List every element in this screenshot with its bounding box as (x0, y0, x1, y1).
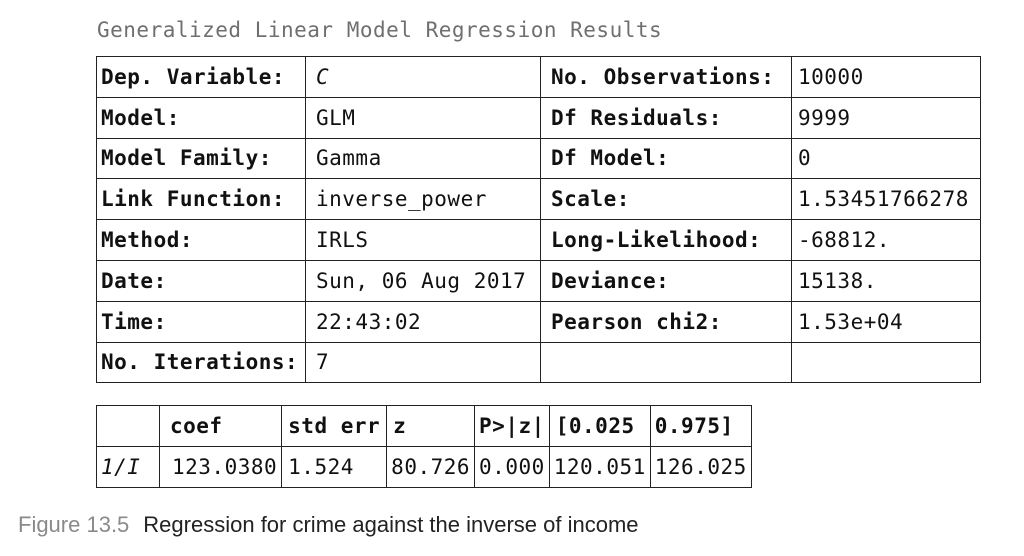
table-row (97, 138, 981, 179)
scale-value: 1.53451766278 (792, 179, 981, 220)
model-label: Model: (97, 97, 306, 138)
dep-variable-value: C (306, 57, 541, 98)
link-function-value: inverse_power (306, 179, 541, 220)
link-function-label: Link Function: (97, 179, 306, 220)
date-label: Date: (97, 260, 306, 301)
column-header-blank (97, 406, 160, 447)
df-model-value: 0 (792, 138, 981, 179)
table-row (97, 97, 981, 138)
method-value: IRLS (306, 220, 541, 261)
table-header-row (97, 406, 752, 447)
coef-value-cell: 123.0380 (160, 447, 282, 488)
time-label: Time: (97, 301, 306, 342)
table-row (97, 447, 752, 488)
ci-high-cell: 126.025 (650, 447, 751, 488)
ci-low-cell: 120.051 (549, 447, 650, 488)
column-header-coef: coef (160, 406, 282, 447)
table-row (97, 301, 981, 342)
model-summary-table (96, 56, 981, 383)
coef-name-cell: 1/I (97, 447, 160, 488)
df-residuals-label: Df Residuals: (541, 97, 792, 138)
time-value: 22:43:02 (306, 301, 541, 342)
no-observations-label: No. Observations: (541, 57, 792, 98)
results-title: Generalized Linear Model Regression Results (97, 18, 663, 42)
table-row (97, 179, 981, 220)
figure-caption (18, 512, 639, 538)
figure-label: Figure 13.5 (18, 512, 130, 537)
table-row (97, 57, 981, 98)
df-model-label: Df Model: (541, 138, 792, 179)
scale-label: Scale: (541, 179, 792, 220)
pearson-chi2-value: 1.53e+04 (792, 301, 981, 342)
date-value: Sun, 06 Aug 2017 (306, 260, 541, 301)
model-value: GLM (306, 97, 541, 138)
no-observations-value: 10000 (792, 57, 981, 98)
model-family-value: Gamma (306, 138, 541, 179)
figure-caption-text: Regression for crime against the inverse of income (143, 512, 639, 537)
deviance-label: Deviance: (541, 260, 792, 301)
no-iterations-value: 7 (306, 342, 541, 383)
table-row (97, 342, 981, 383)
df-residuals-value: 9999 (792, 97, 981, 138)
model-family-label: Model Family: (97, 138, 306, 179)
log-likelihood-label: Long-Likelihood: (541, 220, 792, 261)
column-header-ci-low: [0.025 (549, 406, 650, 447)
log-likelihood-value: -68812. (792, 220, 981, 261)
method-label: Method: (97, 220, 306, 261)
column-header-ci-high: 0.975] (650, 406, 751, 447)
coefficients-table (96, 405, 752, 488)
deviance-value: 15138. (792, 260, 981, 301)
empty-cell (792, 342, 981, 383)
p-value-cell: 0.000 (475, 447, 550, 488)
column-header-z: z (387, 406, 475, 447)
z-cell: 80.726 (387, 447, 475, 488)
empty-cell (541, 342, 792, 383)
dep-variable-label: Dep. Variable: (97, 57, 306, 98)
std-err-cell: 1.524 (282, 447, 387, 488)
column-header-p-value: P>|z| (475, 406, 550, 447)
column-header-std-err: std err (282, 406, 387, 447)
table-row (97, 260, 981, 301)
no-iterations-label: No. Iterations: (97, 342, 306, 383)
pearson-chi2-label: Pearson chi2: (541, 301, 792, 342)
table-row (97, 220, 981, 261)
